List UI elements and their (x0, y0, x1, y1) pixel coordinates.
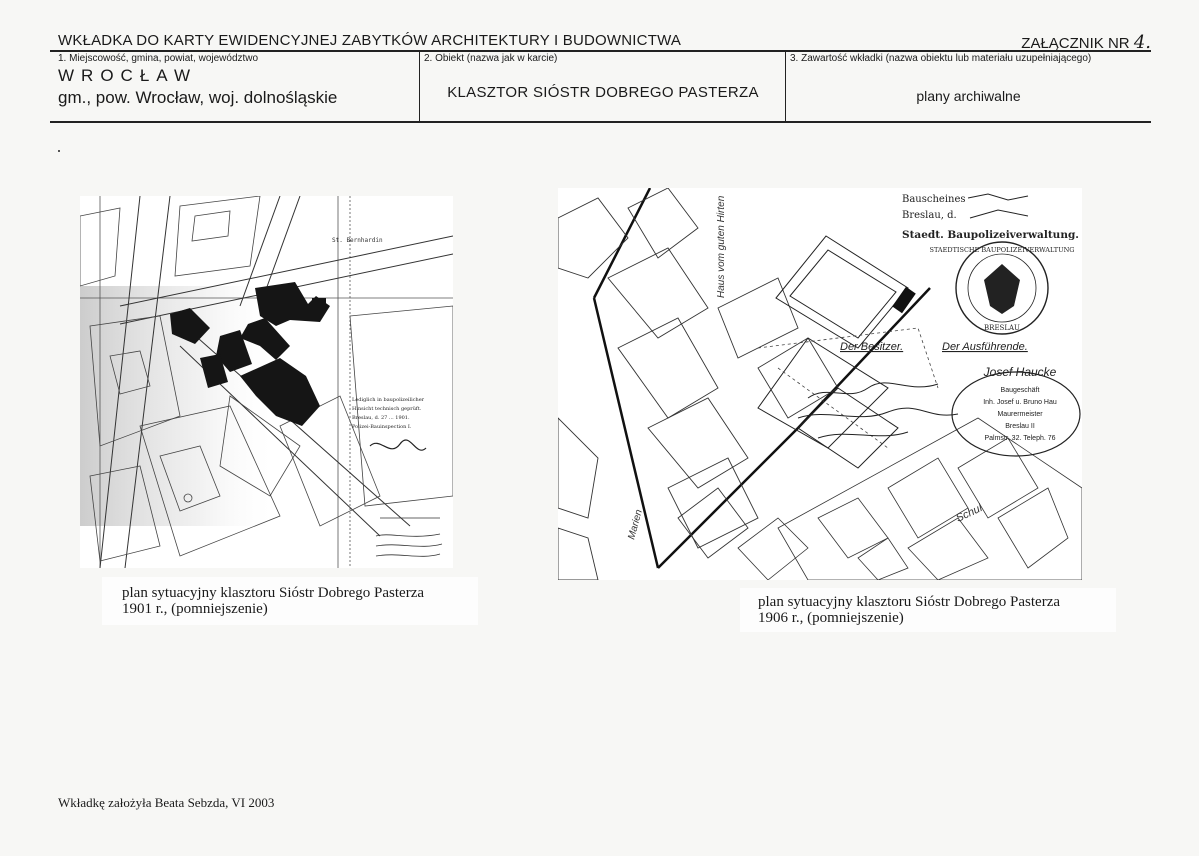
annex-number: 4. (1133, 32, 1151, 53)
header-rule-bottom (50, 121, 1151, 123)
executor-label: Der Ausführende. (942, 341, 1028, 353)
location-label: 1. Miejscowość, gmina, powiat, województwo (58, 53, 259, 64)
admin-region: gm., pow. Wrocław, woj. dolnośląskie (58, 88, 338, 107)
site-plan-1906-drawing (558, 188, 1082, 580)
object-label: 2. Obiekt (nazwa jak w karcie) (424, 53, 558, 64)
firm-line-3: Maurermeister (997, 411, 1043, 418)
caption-1901-line2: 1901 r., (pomniejszenie) (122, 601, 268, 617)
street-label-haus: Haus vom guten Hirten (716, 195, 727, 298)
site-plan-1901 (80, 196, 453, 568)
city-name: WROCŁAW (58, 66, 198, 85)
author-note: Wkładkę założyła Beata Sebzda, VI 2003 (58, 795, 275, 810)
contents-label: 3. Zawartość wkładki (nazwa obiektu lub materiału uzupełniającego) (790, 53, 1092, 64)
stamp-line-2: Hinsicht technisch geprüft. (352, 406, 422, 412)
site-plan-1901-drawing (80, 196, 453, 568)
stamp-breslau-date: Breslau, d. (902, 210, 957, 221)
seal-city: BRESLAU (984, 324, 1020, 332)
firm-line-2: Inh. Josef u. Bruno Hau (983, 399, 1057, 406)
document-title: WKŁADKA DO KARTY EWIDENCYJNEJ ZABYTKÓW ARCHITEKTURY I BUDOWNICTWA (58, 32, 682, 49)
site-plan-1906 (558, 188, 1082, 580)
header-rule-top (50, 50, 1151, 52)
stamp-baupolizei: Staedt. Baupolizeiverwaltung. (902, 229, 1079, 241)
caption-1906-line1: plan sytuacyjny klasztoru Sióstr Dobrego Pasterza (758, 594, 1061, 610)
firm-line-4: Breslau II (1005, 423, 1035, 430)
firm-line-1: Baugeschäft (1000, 387, 1040, 394)
owner-label: Der Besitzer. (840, 341, 904, 353)
caption-1901 (102, 577, 478, 625)
seal-text: STAEDTISCHE BAUPOLIZEIVERWALTUNG (929, 246, 1075, 254)
firm-line-5: Palmstr. 32. Teleph. 76 (984, 435, 1056, 442)
firm-name: Josef Haucke (983, 365, 1057, 379)
stamp-bauschein: Bauscheines (902, 194, 966, 205)
annex-label-text: ZAŁĄCZNIK NR (1021, 35, 1130, 52)
street-label-marien: Marien (626, 508, 645, 541)
caption-1906-line2: 1906 r., (pomniejszenie) (758, 610, 904, 626)
stray-mark (58, 150, 60, 152)
stamp-line-4: Polizei-Bauinspection I. (352, 424, 412, 430)
stamp-line-1: Lediglich in baupolizeilicher (352, 397, 425, 403)
caption-1906 (740, 588, 1116, 632)
street-label-bernhardin: St. Bernhardin (332, 237, 383, 244)
object-name: KLASZTOR SIÓSTR DOBREGO PASTERZA (447, 84, 759, 101)
contents-value: plany archiwalne (916, 88, 1021, 104)
stamp-line-3: Breslau, d. 27 ... 1901. (352, 415, 410, 421)
caption-1901-line1: plan sytuacyjny klasztoru Sióstr Dobrego Pasterza (122, 585, 425, 601)
street-label-schul: Schul (954, 502, 985, 525)
